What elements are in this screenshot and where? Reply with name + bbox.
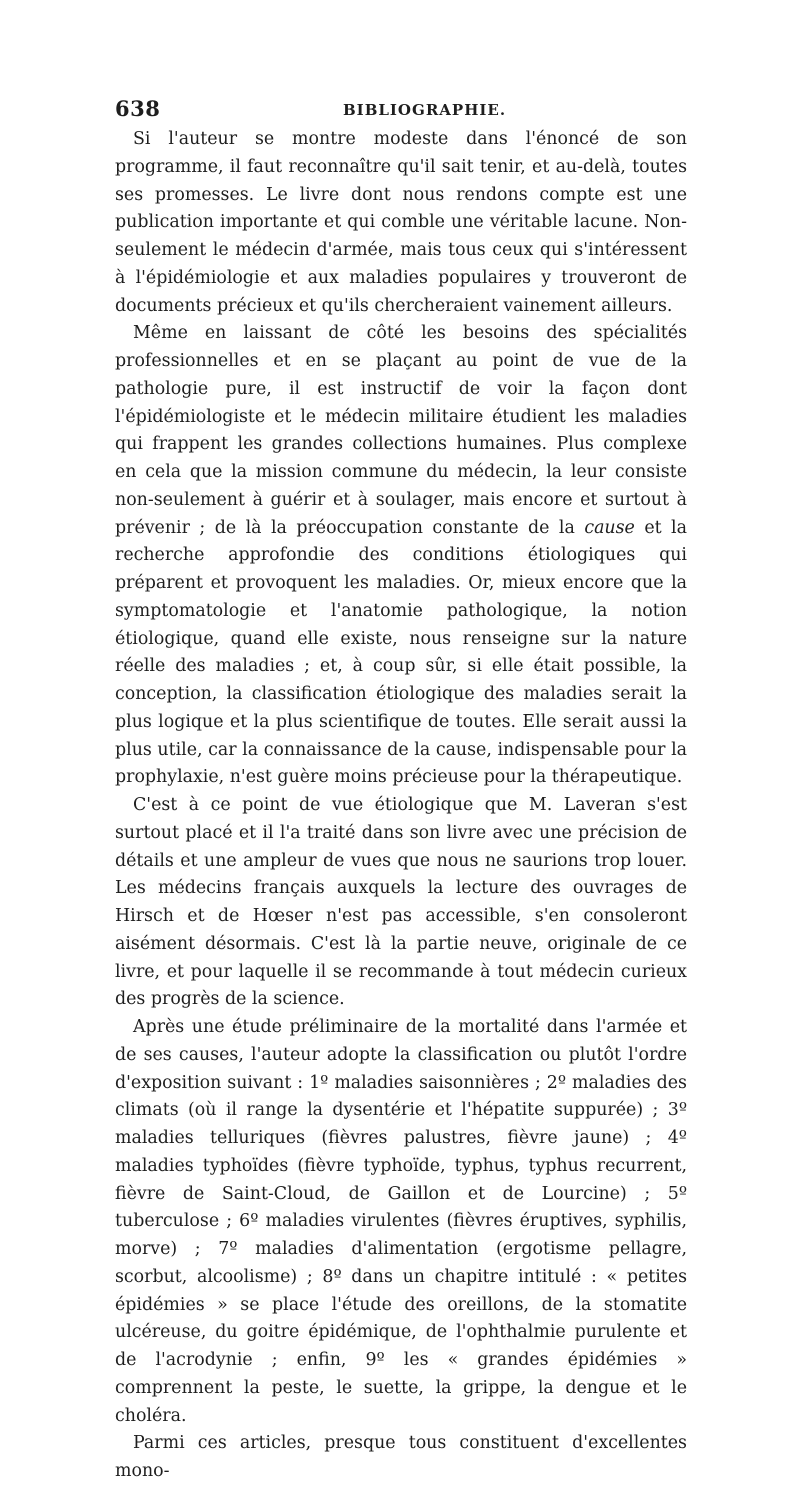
paragraph-text: Même en laissant de côté les besoins des spécialités professionnelles et en se plaçant au point de vue de la pathologie pure, il est instructif de voir la façon dont l'épidémiologiste et le médecin militaire étudient les maladies qui frappent les grandes collections humaines. Plus complexe en cela que la mission commune du médecin, la leur consiste non-seulement à guérir et à soulager, mais encore et surtout à prévenir ; de là la préoccupation constante de la (115, 323, 687, 538)
paragraph (115, 792, 687, 1014)
paragraph-text: C'est à ce point de vue étiologique que M. Laveran s'est surtout placé et il l'a traité dans son livre avec une précision de détails et une ampleur de vues que nous ne saurions trop louer. Les médecins français auxquels la lecture des ouvrages de Hirsch et de Hœser n'est pas accessible, s'en consoleront aisément désormais. C'est là la partie neuve, originale de ce livre, et pour laquelle il se recommande à tout médecin curieux des progrès de la science. (115, 795, 687, 1010)
paragraph (115, 320, 687, 792)
running-title: BIBLIOGRAPHIE. (343, 101, 507, 119)
document-page (115, 96, 687, 1486)
paragraph-text: Parmi ces articles, presque tous constituent d'excellentes mono- (115, 1433, 687, 1481)
page-header (115, 96, 687, 126)
paragraph (115, 1430, 687, 1486)
paragraph-text: Si l'auteur se montre modeste dans l'énoncé de son programme, il faut reconnaître qu'il sait tenir, et au-delà, toutes ses promesses. Le livre dont nous rendons compte est une publication importante et qui comble une véritable lacune. Non-seulement le médecin d'armée, mais tous ceux qui s'intéressent à l'épidémiologie et aux maladies populaires y trouveront de documents précieux et qu'ils chercheraient vainement ailleurs. (115, 129, 687, 316)
body-text (115, 126, 687, 1486)
paragraph-italic: cause (584, 517, 635, 538)
paragraph-text-cont: et la recherche approfondie des conditions étiologiques qui préparent et provoquent les maladies. Or, mieux encore que la symptomatologie et l'anatomie pathologique, la notion étiologique, quand elle existe, nous renseigne sur la nature réelle des maladies ; et, à coup sûr, si elle était possible, la conception, la classification étiologique des maladies serait la plus logique et la plus scientifique de toutes. Elle serait aussi la plus utile, car la connaissance de la cause, indispensable pour la prophylaxie, n'est guère moins précieuse pour la thérapeutique. (115, 517, 687, 788)
paragraph (115, 126, 687, 320)
paragraph (115, 1014, 687, 1430)
paragraph-text: Après une étude préliminaire de la mortalité dans l'armée et de ses causes, l'auteur adopte la classification ou plutôt l'ordre d'exposition suivant : 1º maladies saisonnières ; 2º maladies des climats (où il range la dysentérie et l'hépatite suppurée) ; 3º maladies telluriques (fièvres palustres, fièvre jaune) ; 4º maladies typhoïdes (fièvre typhoïde, typhus, typhus recurrent, fièvre de Saint-Cloud, de Gaillon et de Lourcine) ; 5º tuberculose ; 6º maladies virulentes (fièvres éruptives, syphilis, morve) ; 7º maladies d'alimentation (ergotisme pellagre, scorbut, alcoolisme) ; 8º dans un chapitre intitulé : « petites épidémies » se place l'étude des oreillons, de la stomatite ulcéreuse, du goitre épidémique, de l'ophthalmie purulente et de l'acrodynie ; enfin, 9º les « grandes épidémies » comprennent la peste, le suette, la grippe, la dengue et le choléra. (115, 1017, 687, 1426)
page-number: 638 (115, 96, 161, 121)
